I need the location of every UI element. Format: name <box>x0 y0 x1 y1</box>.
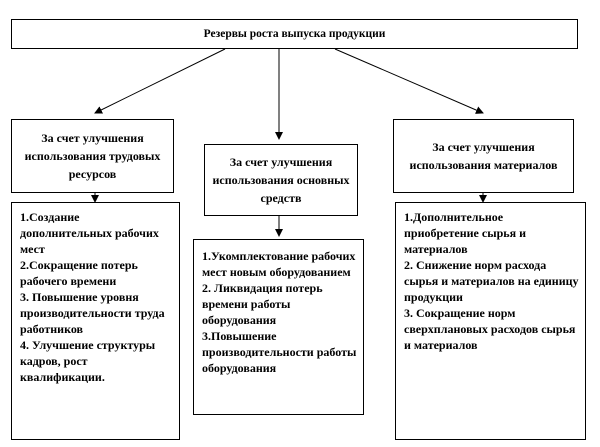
arrow-title-to-right <box>335 49 483 113</box>
list-item: 2. Снижение норм расхода сырья и материалов на единицу продукции <box>404 258 579 304</box>
list-item: 1.Дополнительное приобретение сырья и материалов <box>404 210 526 256</box>
fixed-assets-reserves-list <box>193 239 364 415</box>
labor-reserves-list <box>11 202 180 440</box>
list-item: 3.Повышение производительности работы оборудования <box>202 329 357 375</box>
list-item: 3. Повышение уровня производительности труда работников <box>20 290 165 336</box>
category-heading-labor: За счет улучшения использования трудовых ресурсов <box>11 119 174 193</box>
arrow-title-to-left <box>95 49 225 113</box>
list-item: 1.Создание дополнительных рабочих мест <box>20 210 159 256</box>
materials-reserves-list <box>395 202 586 440</box>
list-item: 2.Сокращение потерь рабочего времени <box>20 258 138 288</box>
list-item: 1.Укомплектование рабочих мест новым оборудованием <box>202 249 356 279</box>
list-item: 3. Сокращение норм сверхплановых расходов сырья и материалов <box>404 306 576 352</box>
list-item: 2. Ликвидация потерь времени работы оборудования <box>202 281 323 327</box>
category-heading-fixed-assets: За счет улучшения использования основных средств <box>204 144 358 216</box>
category-heading-materials: За счет улучшения использования материалов <box>393 119 574 193</box>
list-item: 4. Улучшение структуры кадров, рост квалификации. <box>20 338 156 384</box>
diagram-title: Резервы роста выпуска продукции <box>11 19 578 49</box>
